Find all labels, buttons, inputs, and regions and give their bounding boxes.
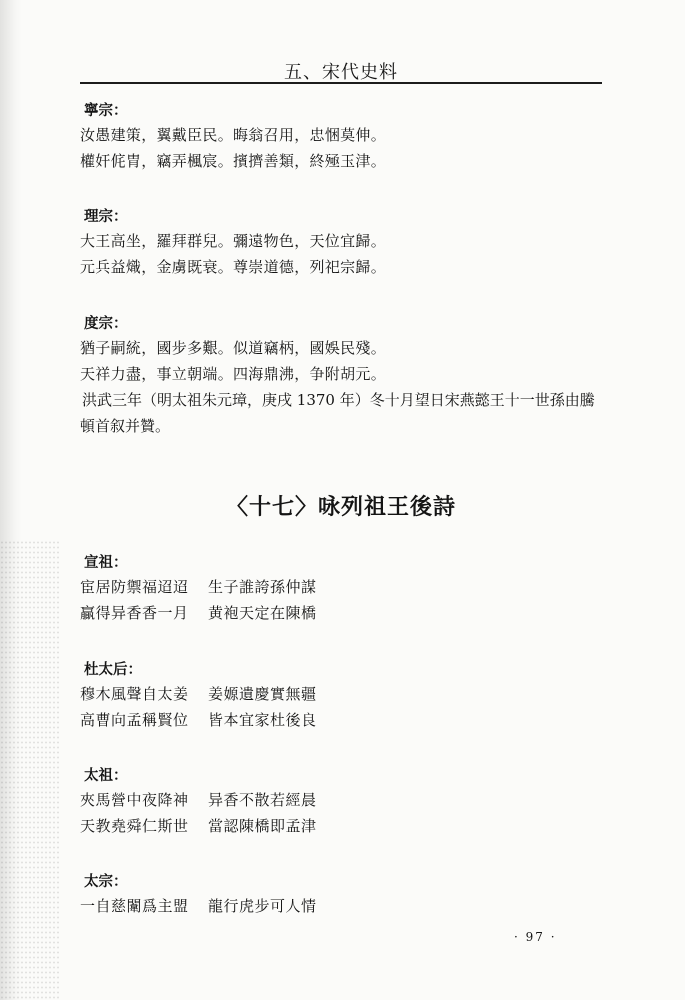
section-label: 宣祖： [84,555,128,571]
section-taizong [80,871,602,919]
poem-line: 龍行虎步可人情 [208,897,317,915]
section-taizu [80,765,602,839]
poem-couplet [80,681,602,707]
poem-line: 天教堯舜仁斯世 [80,817,189,835]
poem-line: 异香不散若經晨 [208,791,317,809]
verse-line: 元兵益熾，金虜既衰。尊崇道德，列祀宗歸。 [80,258,387,276]
chapter-title: 〈十七〉咏列祖王後詩 [225,495,456,520]
poem-line: 當認陳橋即孟津 [208,817,317,835]
section-label: 太祖： [84,768,128,784]
header-rule [80,82,602,84]
verse-line: 權奸侂胄，竊弄楓宸。擯擠善類，終殛玉津。 [80,152,387,170]
poem-line: 贏得异香香一月 [80,604,189,622]
poem-line: 夾馬營中夜降神 [80,791,189,809]
poem-couplet [80,787,602,813]
poem-line: 皆本宜家杜後良 [208,711,317,729]
section-label: 太宗： [84,874,128,890]
scan-speckle [0,540,60,1000]
poem-line: 一自慈闈爲主盟 [80,897,189,915]
colophon: 洪武三年（明太祖朱元璋，庚戌 1370 年）冬十月望日宋燕懿王十一世孫由騰頓首叙并贊。 [80,391,595,435]
poem-couplet [80,600,602,626]
section-lizong [80,206,602,280]
verse-line: 天祥力盡，事立朝端。四海鼎沸，争附胡元。 [80,365,387,383]
section-duzong [80,313,602,439]
poem-couplet [80,893,602,919]
verse-line: 大王高坐，羅拜群兒。彌遠物色，天位宜歸。 [80,232,387,250]
section-xuanzu [80,552,602,626]
poem-line: 黄袍天定在陳橋 [208,604,317,622]
poem-couplet [80,813,602,839]
verse-line: 汝愚建策，翼戴臣民。晦翁召用，忠悃莫伸。 [80,126,387,144]
section-label: 理宗： [84,209,128,225]
verse-line: 猶子嗣統，國步多艱。似道竊柄，國娛民殘。 [80,339,387,357]
section-ningzong [80,100,602,174]
poem-couplet [80,707,602,733]
poem-line: 姜嫄遺慶實無疆 [208,685,317,703]
page-number: · 97 · [514,930,557,944]
poem-line: 穆木風聲自太姜 [80,685,189,703]
running-head: 五、宋代史料 [284,62,398,83]
poem-line: 高曹向孟稱賢位 [80,711,189,729]
section-label: 度宗： [84,316,128,332]
poem-couplet [80,574,602,600]
section-label: 寧宗： [84,103,128,119]
poem-line: 生子誰誇孫仲謀 [208,578,317,596]
poem-line: 宦居防禦福迢迢 [80,578,189,596]
section-du-empress-dowager [80,659,602,733]
section-label: 杜太后： [84,662,142,678]
